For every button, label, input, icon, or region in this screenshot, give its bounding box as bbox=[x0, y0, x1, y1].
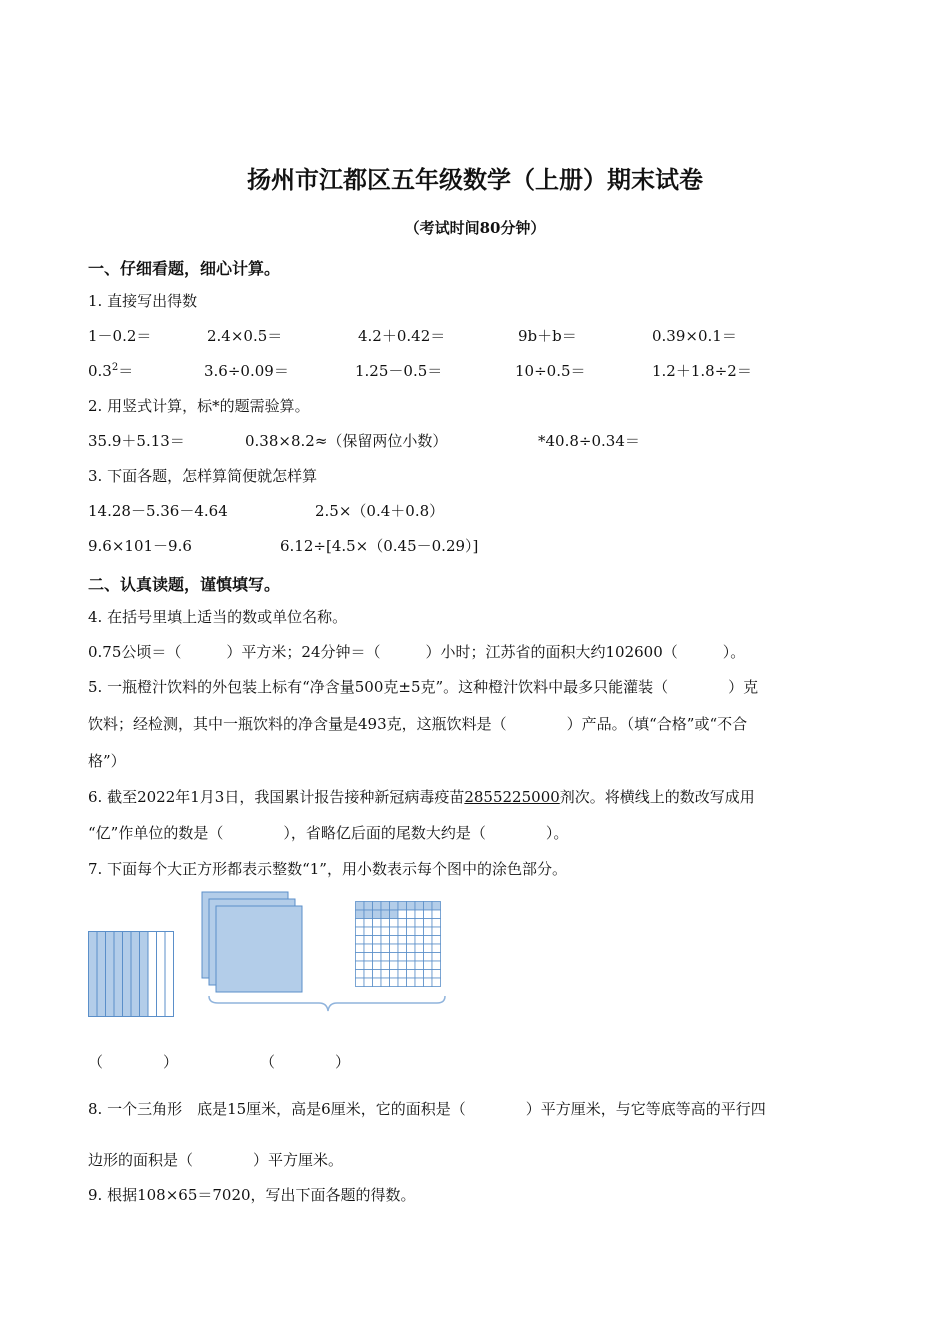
q1-item: 9b＋b＝ bbox=[518, 327, 577, 345]
shaded-strip bbox=[89, 932, 98, 1017]
square-front bbox=[216, 906, 302, 992]
empty-cell bbox=[398, 919, 407, 928]
q3-item: 9.6×101－9.6 bbox=[88, 537, 192, 555]
q1-item: 1.2＋1.8÷2＝ bbox=[652, 362, 752, 380]
shaded-cell bbox=[356, 902, 365, 911]
empty-strip bbox=[157, 932, 166, 1017]
shaded-strip bbox=[131, 932, 140, 1017]
shaded-cell bbox=[415, 902, 424, 911]
empty-cell bbox=[407, 961, 416, 970]
empty-cell bbox=[424, 978, 433, 987]
empty-cell bbox=[398, 961, 407, 970]
empty-cell bbox=[390, 936, 399, 945]
empty-cell bbox=[381, 953, 390, 962]
q2-item: 35.9＋5.13＝ bbox=[88, 432, 185, 450]
empty-cell bbox=[415, 970, 424, 979]
figure-hundredths bbox=[355, 901, 441, 987]
q2-item: *40.8÷0.34＝ bbox=[538, 432, 640, 450]
brace bbox=[209, 996, 445, 1011]
q1-label: 1. 直接写出得数 bbox=[88, 292, 198, 310]
empty-cell bbox=[381, 970, 390, 979]
power-equals: ＝ bbox=[118, 362, 134, 380]
empty-cell bbox=[398, 944, 407, 953]
empty-cell bbox=[390, 970, 399, 979]
empty-cell bbox=[356, 970, 365, 979]
shaded-cell bbox=[381, 910, 390, 919]
q6-line-1 bbox=[88, 787, 755, 807]
shaded-cell bbox=[398, 902, 407, 911]
empty-cell bbox=[407, 944, 416, 953]
section-2-heading: 二、认真读题，谨慎填写。 bbox=[88, 575, 281, 594]
empty-cell bbox=[364, 944, 373, 953]
empty-cell bbox=[390, 961, 399, 970]
section-1-heading: 一、仔细看题，细心计算。 bbox=[88, 259, 281, 278]
figure-tenths bbox=[88, 931, 174, 1017]
q5-line-3: 格”） bbox=[88, 752, 126, 770]
empty-cell bbox=[364, 936, 373, 945]
empty-cell bbox=[424, 936, 433, 945]
q3-label: 3. 下面各题，怎样算简便就怎样算 bbox=[88, 467, 318, 485]
empty-cell bbox=[424, 910, 433, 919]
q6-line-2: “亿”作单位的数是（ ），省略亿后面的尾数大约是（ ）。 bbox=[88, 824, 569, 842]
empty-cell bbox=[432, 944, 441, 953]
q4-line: 0.75公顷＝（ ）平方米；24分钟＝（ ）小时；江苏省的面积大约102600（ ）。 bbox=[88, 643, 746, 661]
empty-cell bbox=[424, 919, 433, 928]
q1-item-power bbox=[88, 361, 133, 381]
empty-cell bbox=[398, 978, 407, 987]
empty-cell bbox=[415, 961, 424, 970]
shaded-strip bbox=[123, 932, 132, 1017]
empty-cell bbox=[432, 927, 441, 936]
shaded-cell bbox=[373, 902, 382, 911]
q6-underlined-number: 2855225000 bbox=[464, 788, 560, 806]
empty-cell bbox=[432, 953, 441, 962]
q5-line-1: 5. 一瓶橙汁饮料的外包装上标有“净含量500克±5克”。这种橙汁饮料中最多只能灌装（ ）克 bbox=[88, 678, 759, 696]
shaded-cell bbox=[364, 910, 373, 919]
shaded-cell bbox=[424, 902, 433, 911]
shaded-cell bbox=[364, 902, 373, 911]
q1-item: 0.39×0.1＝ bbox=[652, 327, 737, 345]
q8-line-1: 8. 一个三角形 底是15厘米，高是6厘米，它的面积是（ ）平方厘米，与它等底等高的平行四 bbox=[88, 1100, 766, 1118]
shaded-strip bbox=[114, 932, 123, 1017]
empty-cell bbox=[381, 944, 390, 953]
empty-cell bbox=[432, 961, 441, 970]
empty-cell bbox=[407, 910, 416, 919]
q7-answer-blank-2[interactable]: （ ） bbox=[260, 1053, 351, 1071]
empty-cell bbox=[364, 970, 373, 979]
power-exponent: 2 bbox=[111, 362, 119, 373]
empty-cell bbox=[398, 910, 407, 919]
page-title: 扬州市江都区五年级数学（上册）期末试卷 bbox=[247, 166, 703, 194]
empty-cell bbox=[373, 927, 382, 936]
q5-line-2: 饮料；经检测，其中一瓶饮料的净含量是493克，这瓶饮料是（ ）产品。（填“合格”或“不合 bbox=[88, 715, 748, 733]
empty-cell bbox=[398, 936, 407, 945]
empty-cell bbox=[407, 953, 416, 962]
shaded-strip bbox=[97, 932, 106, 1017]
empty-cell bbox=[356, 927, 365, 936]
empty-cell bbox=[356, 978, 365, 987]
empty-cell bbox=[373, 953, 382, 962]
shaded-cell bbox=[390, 910, 399, 919]
q9-label: 9. 根据108×65＝7020，写出下面各题的得数。 bbox=[88, 1186, 416, 1204]
empty-cell bbox=[407, 970, 416, 979]
q2-item: 0.38×8.2≈（保留两位小数） bbox=[245, 432, 448, 450]
empty-cell bbox=[373, 919, 382, 928]
empty-cell bbox=[364, 978, 373, 987]
q4-label: 4. 在括号里填上适当的数或单位名称。 bbox=[88, 608, 348, 626]
q3-item: 6.12÷[4.5×（0.45－0.29）] bbox=[280, 537, 479, 555]
empty-cell bbox=[432, 936, 441, 945]
empty-cell bbox=[373, 978, 382, 987]
empty-cell bbox=[424, 927, 433, 936]
empty-cell bbox=[390, 944, 399, 953]
empty-cell bbox=[364, 919, 373, 928]
q6-text: 剂次。将横线上的数改写成用 bbox=[559, 788, 755, 806]
shaded-strip bbox=[106, 932, 115, 1017]
q8-line-2: 边形的面积是（ ）平方厘米。 bbox=[88, 1151, 344, 1169]
empty-cell bbox=[381, 919, 390, 928]
empty-cell bbox=[407, 919, 416, 928]
empty-cell bbox=[364, 953, 373, 962]
shaded-cell bbox=[381, 902, 390, 911]
empty-cell bbox=[356, 919, 365, 928]
q3-item: 14.28－5.36－4.64 bbox=[88, 502, 228, 520]
empty-cell bbox=[356, 953, 365, 962]
shaded-cell bbox=[390, 902, 399, 911]
empty-cell bbox=[407, 978, 416, 987]
q7-answer-blank-1[interactable]: （ ） bbox=[88, 1053, 179, 1071]
shaded-cell bbox=[432, 902, 441, 911]
empty-cell bbox=[381, 936, 390, 945]
empty-strip bbox=[148, 932, 157, 1017]
empty-cell bbox=[432, 919, 441, 928]
empty-cell bbox=[373, 936, 382, 945]
q6-text: 6. 截至2022年1月3日，我国累计报告接种新冠病毒疫苗 bbox=[88, 788, 465, 806]
empty-cell bbox=[381, 927, 390, 936]
exam-duration: （考试时间80分钟） bbox=[404, 219, 546, 237]
empty-cell bbox=[364, 961, 373, 970]
empty-cell bbox=[432, 978, 441, 987]
empty-cell bbox=[415, 944, 424, 953]
empty-cell bbox=[415, 978, 424, 987]
empty-cell bbox=[415, 919, 424, 928]
shaded-strip bbox=[140, 932, 149, 1017]
empty-cell bbox=[398, 970, 407, 979]
empty-cell bbox=[424, 970, 433, 979]
shaded-cell bbox=[373, 910, 382, 919]
shaded-cell bbox=[407, 902, 416, 911]
empty-cell bbox=[415, 936, 424, 945]
empty-cell bbox=[398, 953, 407, 962]
empty-cell bbox=[390, 953, 399, 962]
q1-item: 10÷0.5＝ bbox=[515, 362, 586, 380]
empty-cell bbox=[381, 961, 390, 970]
empty-cell bbox=[407, 936, 416, 945]
empty-cell bbox=[373, 961, 382, 970]
empty-cell bbox=[407, 927, 416, 936]
q1-item: 4.2＋0.42＝ bbox=[358, 327, 446, 345]
empty-cell bbox=[356, 944, 365, 953]
q7-label: 7. 下面每个大正方形都表示整数“1”，用小数表示每个图中的涂色部分。 bbox=[88, 860, 567, 878]
q2-label: 2. 用竖式计算，标*的题需验算。 bbox=[88, 397, 310, 415]
empty-cell bbox=[364, 927, 373, 936]
empty-cell bbox=[424, 961, 433, 970]
empty-cell bbox=[415, 910, 424, 919]
q1-item: 3.6÷0.09＝ bbox=[204, 362, 289, 380]
empty-cell bbox=[356, 961, 365, 970]
q1-item: 1－0.2＝ bbox=[88, 327, 152, 345]
empty-cell bbox=[356, 936, 365, 945]
empty-cell bbox=[415, 953, 424, 962]
empty-strip bbox=[165, 932, 174, 1017]
power-base: 0.3 bbox=[88, 362, 112, 380]
empty-cell bbox=[390, 919, 399, 928]
q3-item: 2.5×（0.4＋0.8） bbox=[315, 502, 445, 520]
empty-cell bbox=[390, 927, 399, 936]
q1-item: 2.4×0.5＝ bbox=[207, 327, 283, 345]
empty-cell bbox=[432, 910, 441, 919]
empty-cell bbox=[424, 953, 433, 962]
empty-cell bbox=[398, 927, 407, 936]
shaded-cell bbox=[356, 910, 365, 919]
empty-cell bbox=[432, 970, 441, 979]
empty-cell bbox=[373, 944, 382, 953]
empty-cell bbox=[381, 978, 390, 987]
empty-cell bbox=[373, 970, 382, 979]
empty-cell bbox=[390, 978, 399, 987]
q1-item: 1.25－0.5＝ bbox=[355, 362, 443, 380]
empty-cell bbox=[424, 944, 433, 953]
empty-cell bbox=[415, 927, 424, 936]
